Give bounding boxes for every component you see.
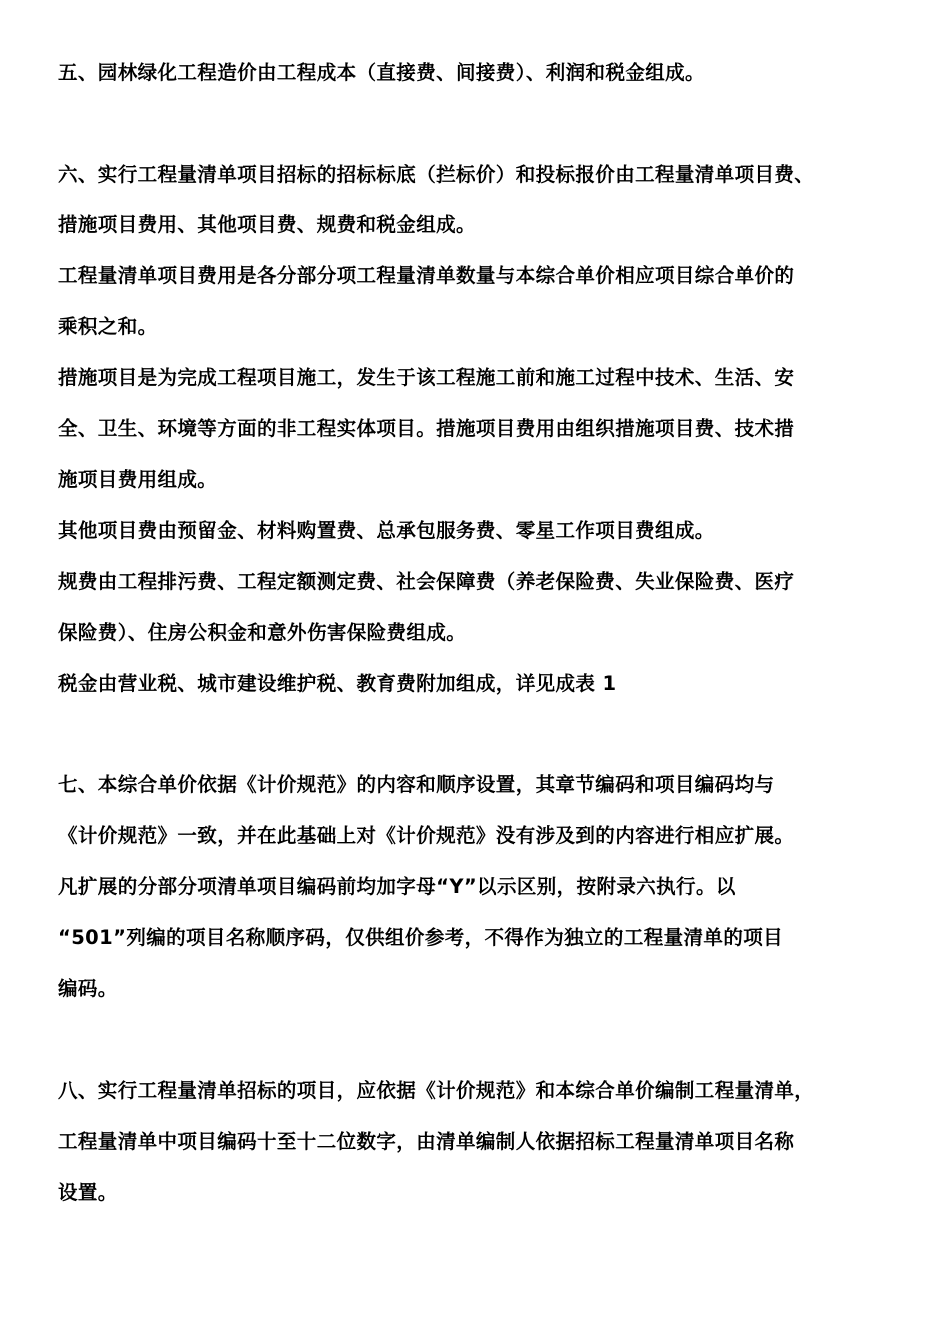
section-5-line-1: 五、园林绿化工程造价由工程成本（直接费、间接费）、利润和税金组成。 [58,61,705,84]
section-6-line-2: 措施项目费用、其他项目费、规费和税金组成。 [58,213,476,236]
section-7-line-4: “501”列编的项目名称顺序码，仅供组价参考，不得作为独立的工程量清单的项目 [58,926,784,949]
paragraph-line: 其他项目费由预留金、材料购置费、总承包服务费、零星工作项目费组成。 [58,519,715,542]
section-7-line-3: 凡扩展的分部分项清单项目编码前均加字母“Y”以示区别，按附录六执行。以 [58,875,736,898]
paragraph-line: 乘积之和。 [58,315,158,338]
section-7-line-5: 编码。 [58,977,118,1000]
paragraph-line: 全、卫生、环境等方面的非工程实体项目。措施项目费用由组织措施项目费、技术措 [58,417,795,440]
paragraph-line: 施项目费用组成。 [58,468,218,491]
paragraph-line: 措施项目是为完成工程项目施工，发生于该工程施工前和施工过程中技术、生活、安 [58,366,795,389]
paragraph-line: 工程量清单项目费用是各分部分项工程量清单数量与本综合单价相应项目综合单价的 [58,264,795,287]
section-6-line-1: 六、实行工程量清单项目招标的招标标底（拦标价）和投标报价由工程量清单项目费、 [58,163,815,186]
paragraph-line: 规费由工程排污费、工程定额测定费、社会保障费（养老保险费、失业保险费、医疗 [58,570,795,593]
paragraph-line: 保险费）、住房公积金和意外伤害保险费组成。 [58,621,467,644]
section-8-line-3: 设置。 [58,1181,118,1204]
section-8-line-1: 八、实行工程量清单招标的项目，应依据《计价规范》和本综合单价编制工程量清单， [58,1079,815,1102]
section-8-line-2: 工程量清单中项目编码十至十二位数字，由清单编制人依据招标工程量清单项目名称 [58,1130,795,1153]
section-7-line-2: 《计价规范》一致，并在此基础上对《计价规范》没有涉及到的内容进行相应扩展。 [58,824,795,847]
paragraph-line: 税金由营业税、城市建设维护税、教育费附加组成，详见成表 1 [58,672,617,695]
section-7-line-1: 七、本综合单价依据《计价规范》的内容和顺序设置，其章节编码和项目编码均与 [58,773,775,796]
